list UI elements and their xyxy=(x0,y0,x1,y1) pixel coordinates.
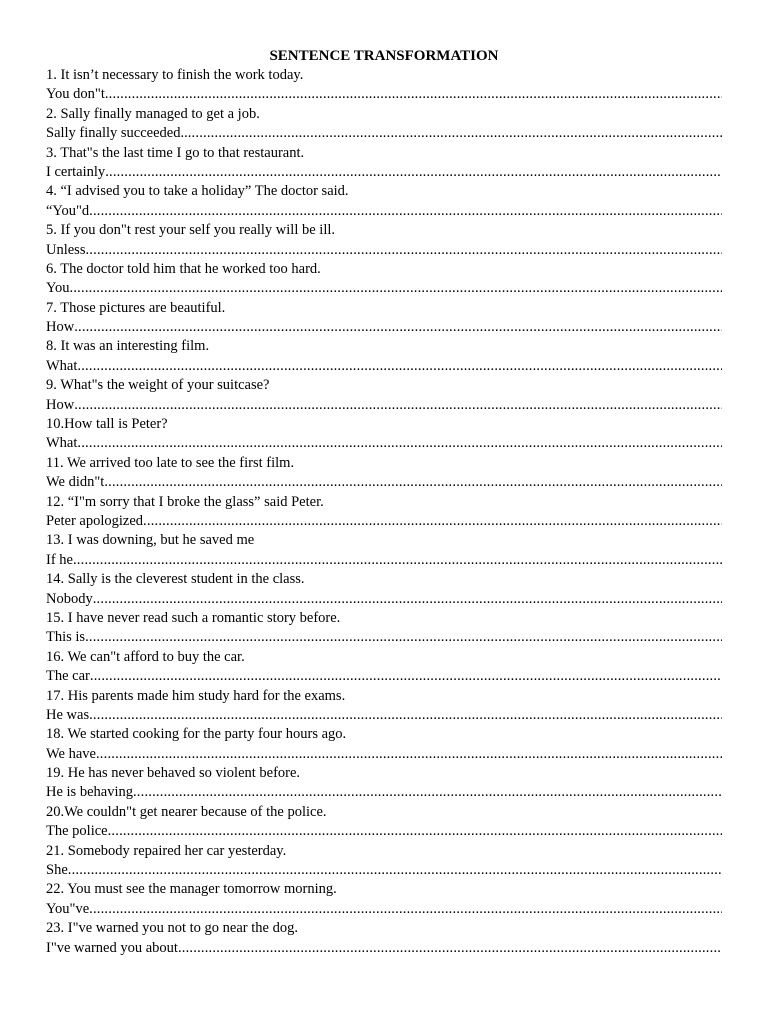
answer-blank[interactable] xyxy=(77,357,722,376)
exercise-question: 12. “I"m sorry that I broke the glass” said Peter. xyxy=(46,493,324,510)
answer-line xyxy=(46,590,722,609)
exercise-question: 5. If you don"t rest your self you really will be ill. xyxy=(46,222,336,239)
answer-blank[interactable] xyxy=(89,706,722,725)
answer-prompt: He is behaving xyxy=(46,784,133,801)
answer-prompt: How xyxy=(46,319,75,336)
answer-line xyxy=(46,900,722,919)
answer-prompt: Nobody xyxy=(46,590,93,607)
answer-blank[interactable] xyxy=(93,590,722,609)
answer-prompt: She xyxy=(46,862,68,879)
answer-line xyxy=(46,822,722,841)
answer-blank[interactable] xyxy=(96,745,722,764)
exercise-question: 9. What"s the weight of your suitcase? xyxy=(46,377,270,394)
answer-blank[interactable] xyxy=(85,628,722,647)
answer-prompt: You don"t xyxy=(46,86,105,103)
exercise-question: 13. I was downing, but he saved me xyxy=(46,532,255,549)
answer-blank[interactable] xyxy=(74,396,722,415)
answer-line xyxy=(46,124,722,143)
answer-prompt: Peter apologized xyxy=(46,512,144,529)
answer-line xyxy=(46,939,722,958)
answer-blank[interactable] xyxy=(143,512,722,531)
answer-prompt: “You"d xyxy=(46,202,90,219)
answer-prompt: We have xyxy=(46,745,96,762)
exercise-question: 17. His parents made him study hard for the exams. xyxy=(46,687,346,704)
answer-blank[interactable] xyxy=(70,279,722,298)
exercise-question: 8. It was an interesting film. xyxy=(46,338,210,355)
answer-prompt: This is xyxy=(46,629,86,646)
exercise-question: 22. You must see the manager tomorrow morning. xyxy=(46,881,337,898)
answer-prompt: You xyxy=(46,280,70,297)
exercise-question: 11. We arrived too late to see the first film. xyxy=(46,454,295,471)
answer-prompt: The police xyxy=(46,823,108,840)
answer-prompt: I"ve warned you about xyxy=(46,939,178,956)
answer-prompt: Sally finally succeeded.. xyxy=(46,125,188,142)
answer-prompt: If he xyxy=(46,551,73,568)
answer-line xyxy=(46,396,722,415)
answer-blank[interactable] xyxy=(74,318,722,337)
exercise-question: 3. That"s the last time I go to that restaurant. xyxy=(46,144,305,161)
worksheet xyxy=(46,47,722,958)
exercise-question: 7. Those pictures are beautiful. xyxy=(46,299,226,316)
answer-line xyxy=(46,745,722,764)
answer-line xyxy=(46,783,722,802)
answer-prompt: He was xyxy=(46,706,90,723)
answer-line xyxy=(46,85,722,104)
answer-prompt: The car xyxy=(46,668,90,685)
exercise-question: 16. We can"t afford to buy the car. xyxy=(46,648,245,665)
answer-prompt: We didn"t xyxy=(46,474,105,491)
answer-line xyxy=(46,279,722,298)
answer-blank[interactable] xyxy=(89,202,722,221)
answer-line xyxy=(46,551,722,570)
answer-blank[interactable] xyxy=(104,473,722,492)
answer-blank[interactable] xyxy=(77,434,722,453)
answer-blank[interactable] xyxy=(90,667,722,686)
answer-line xyxy=(46,434,722,453)
answer-line xyxy=(46,706,722,725)
exercise-question: 14. Sally is the cleverest student in the class. xyxy=(46,571,305,588)
exercise-question: 20.We couldn"t get nearer because of the police. xyxy=(46,803,327,820)
answer-blank[interactable] xyxy=(73,551,722,570)
exercise-question: 10.How tall is Peter? xyxy=(46,416,168,433)
answer-line xyxy=(46,667,722,686)
answer-line xyxy=(46,202,722,221)
answer-blank[interactable] xyxy=(178,939,722,958)
answer-line xyxy=(46,357,722,376)
exercise-question: 23. I"ve warned you not to go near the dog. xyxy=(46,920,298,937)
answer-blank[interactable] xyxy=(188,124,722,143)
answer-blank[interactable] xyxy=(89,900,722,919)
page-title: SENTENCE TRANSFORMATION xyxy=(269,48,499,64)
answer-blank[interactable] xyxy=(105,163,722,182)
answer-blank[interactable] xyxy=(133,783,722,802)
answer-prompt: Unless xyxy=(46,241,86,258)
exercise-question: 21. Somebody repaired her car yesterday. xyxy=(46,842,287,859)
answer-line xyxy=(46,512,722,531)
answer-line xyxy=(46,241,722,260)
answer-prompt: What xyxy=(46,357,78,374)
answer-line xyxy=(46,861,722,880)
exercise-question: 19. He has never behaved so violent before. xyxy=(46,765,301,782)
exercise-question: 15. I have never read such a romantic story before. xyxy=(46,609,341,626)
exercise-question: 1. It isn’t necessary to finish the work today. xyxy=(46,67,304,83)
answer-prompt: I certainly xyxy=(46,163,106,180)
answer-blank[interactable] xyxy=(85,241,722,260)
exercise-list xyxy=(46,66,722,958)
answer-prompt: How xyxy=(46,396,75,413)
exercise-question: 4. “I advised you to take a holiday” The doctor said. xyxy=(46,183,349,200)
exercise-question: 18. We started cooking for the party four hours ago. xyxy=(46,726,347,743)
answer-line xyxy=(46,473,722,492)
answer-line xyxy=(46,163,722,182)
answer-line xyxy=(46,318,722,337)
answer-prompt: What xyxy=(46,435,78,452)
answer-line xyxy=(46,628,722,647)
exercise-question: 6. The doctor told him that he worked too hard. xyxy=(46,260,321,277)
answer-prompt: You"ve xyxy=(46,900,90,917)
answer-blank[interactable] xyxy=(68,861,722,880)
exercise-question: 2. Sally finally managed to get a job. xyxy=(46,105,260,122)
answer-blank[interactable] xyxy=(108,822,722,841)
answer-blank[interactable] xyxy=(105,85,722,104)
